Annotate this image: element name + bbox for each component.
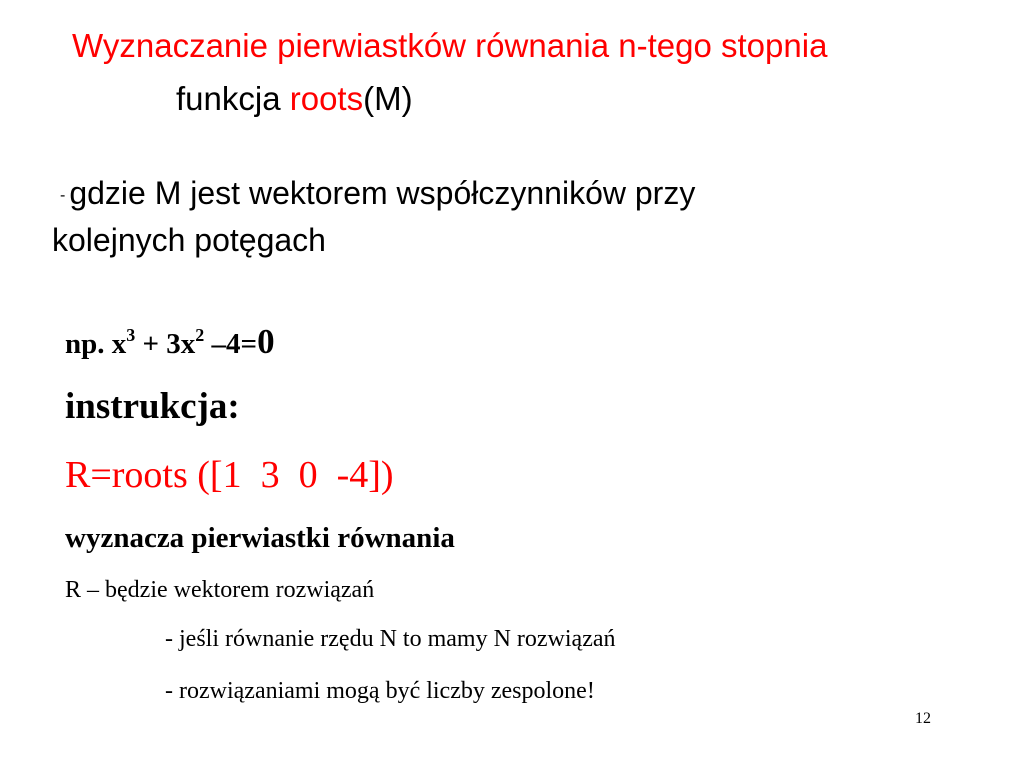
exponent-2: 2: [195, 325, 205, 345]
equation-part-2: + 3x: [135, 328, 196, 360]
function-name: roots: [289, 80, 364, 117]
description-line-1: [60, 173, 695, 216]
explanation-text: wyznacza pierwiastki równania: [65, 522, 455, 554]
subtitle-prefix: funkcja: [176, 80, 290, 117]
equation-part-3: –4=: [204, 328, 258, 360]
description-line-2: kolejnych potęgach: [52, 222, 326, 258]
example-equation: [65, 322, 275, 364]
exponent-3: 3: [126, 325, 136, 345]
code-instruction: R=roots ([1 3 0 -4]): [65, 454, 394, 496]
equation-part-1: np. x: [65, 328, 127, 360]
instruction-label: instrukcja:: [65, 386, 240, 427]
description-dash: -: [60, 187, 66, 204]
subtitle-suffix: (M): [363, 80, 413, 117]
description-text-1: gdzie M jest wektorem współczynników przy: [69, 175, 696, 211]
bullet-item-2: - rozwiązaniami mogą być liczby zespolone!: [165, 678, 595, 704]
page-number: 12: [915, 710, 931, 727]
slide-subtitle: [176, 79, 413, 119]
result-text: R – będzie wektorem rozwiązań: [65, 577, 375, 603]
bullet-item-1: - jeśli równanie rzędu N to mamy N rozwiązań: [165, 626, 616, 652]
equation-zero: 0: [257, 322, 275, 361]
slide-title: Wyznaczanie pierwiastków równania n-tego stopnia: [72, 27, 828, 64]
